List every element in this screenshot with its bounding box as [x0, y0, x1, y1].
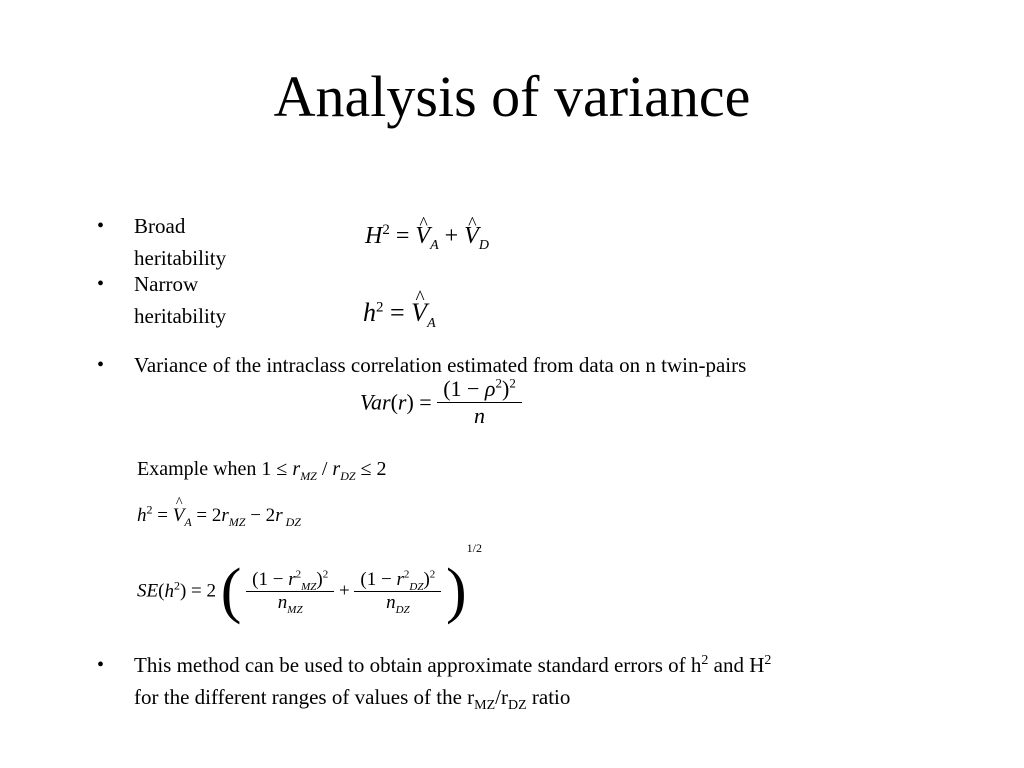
fraction-mz: $\frac{(1 - r^2_{MZ})^2}{n_{MZ}}$	[246, 569, 334, 614]
bullet-dot: •	[97, 354, 105, 376]
bullet-dot: •	[97, 215, 105, 237]
bullet-dot: •	[97, 273, 105, 295]
fraction-var-r: $\frac{(1 - \rho^2)^2}{n}$	[437, 376, 522, 429]
example-label: Example when	[137, 458, 257, 480]
slide-title: Analysis of variance	[273, 64, 751, 129]
formula-example-h2: $h^2$ = ^ $V_A = 2r_{MZ} - 2r$ $_{DZ}$	[137, 505, 301, 527]
bullet-text: Narrow heritability	[134, 272, 227, 328]
formula-var-r: Var(r) = $\frac{(1 - \rho^2)^2}{n}$	[360, 376, 522, 429]
bullet-dot: •	[97, 654, 105, 676]
formula-se-h2: $SE(h^2) = 2$ ( $\frac{(1 - r^2_{MZ})^2}{n_{MZ}}$ + $\frac{(1 - r^2_{DZ})^2}{n_{DZ}}$ )$^{1/2}$	[137, 541, 483, 626]
example-condition: Example when $1 \le r_{MZ} / r_{DZ} \le 2$	[137, 458, 387, 483]
bullet-text: Broad heritability	[134, 214, 227, 270]
formula-broad-heritability: $H^2$ = ^ $V_A$ + ^ $V_D$	[365, 223, 489, 250]
formula-narrow-heritability: $h^2$ = ^ $V_A$	[363, 298, 436, 328]
fraction-dz: $\frac{(1 - r^2_{DZ})^2}{n_{DZ}}$	[354, 569, 441, 614]
bullet-text: Variance of the intraclass correlation estimated from data on n twin-pairs	[134, 353, 747, 377]
bullet-text: This method can be used to obtain approximate standard errors of $h^2$ and $H^2$ for the different ranges of values of the $r_{MZ}/r_{DZ}$ ratio	[134, 653, 772, 714]
